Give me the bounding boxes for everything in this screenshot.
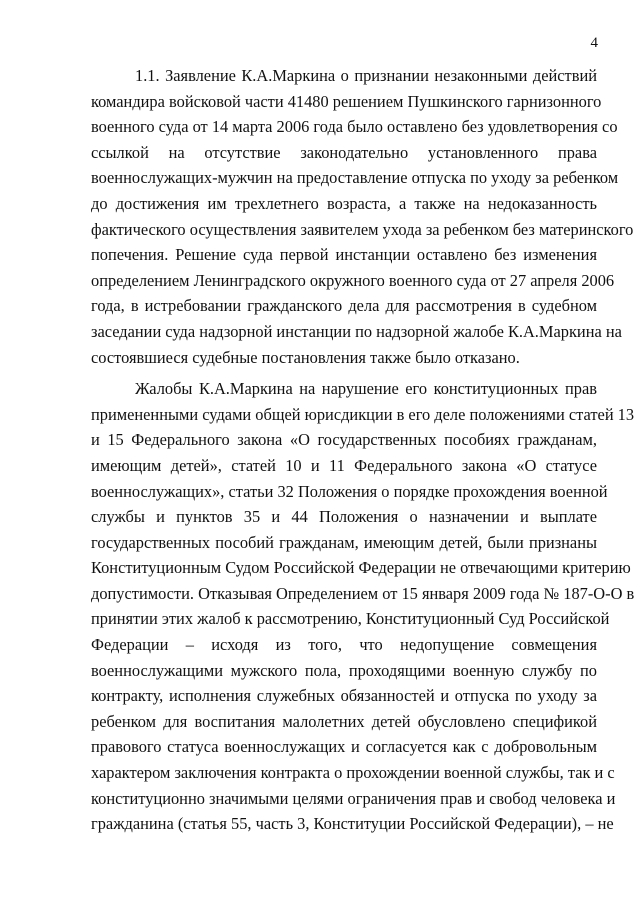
- text-line: конституционно значимыми целями ограничения прав и свобод человека и: [91, 788, 616, 808]
- text-line: до достижения им трехлетнего возраста, а также на недоказанность: [91, 193, 597, 213]
- text-line: попечения. Решение суда первой инстанции оставлено без изменения: [91, 245, 597, 265]
- text-line: и 15 Федерального закона «О государственных пособиях гражданам,: [91, 430, 597, 450]
- text-line: службы и пунктов 35 и 44 Положения о назначении и выплате: [91, 507, 597, 527]
- text-line: состоявшиеся судебные постановления также было отказано.: [91, 347, 520, 367]
- text-line: Жалобы К.А.Маркина на нарушение его конституционных прав: [135, 379, 597, 399]
- text-line: определением Ленинградского окружного военного суда от 27 апреля 2006: [91, 270, 615, 290]
- text-line: принятии этих жалоб к рассмотрению, Конституционный Суд Российской: [91, 609, 610, 629]
- text-line: ребенком для воспитания малолетних детей обусловлено спецификой: [91, 711, 597, 731]
- text-line: военнослужащими мужского пола, проходящими военную службу по: [91, 660, 597, 680]
- text-line: военнослужащих-мужчин на предоставление отпуска по уходу за ребенком: [91, 168, 619, 188]
- text-line: военного суда от 14 марта 2006 года было оставлено без удовлетворения со: [91, 117, 618, 137]
- text-line: имеющим детей», статей 10 и 11 Федерального закона «О статусе: [91, 455, 597, 475]
- paragraph-1-1: [91, 63, 634, 370]
- text-line: Федерации – исходя из того, что недопущение совмещения: [91, 635, 597, 655]
- page-number: 4: [590, 35, 598, 51]
- text-line: допустимости. Отказывая Определением от 15 января 2009 года № 187-О-О в: [91, 583, 635, 603]
- text-line: 1.1. Заявление К.А.Маркина о признании незаконными действий: [135, 66, 597, 85]
- text-line: Конституционным Судом Российской Федерации не отвечающими критерию: [91, 558, 631, 578]
- paragraph-complaints: [91, 376, 635, 837]
- text-line: примененными судами общей юрисдикции в его деле положениями статей 13: [91, 404, 635, 424]
- text-line: военнослужащих», статьи 32 Положения о порядке прохождения военной: [91, 481, 608, 501]
- text-line: характером заключения контракта о прохождении военной службы, так и с: [91, 763, 615, 783]
- text-line: контракту, исполнения служебных обязанностей и отпуска по уходу за: [91, 686, 597, 706]
- text-line: государственных пособий гражданам, имеющим детей, были признаны: [91, 532, 597, 552]
- document-body: [91, 63, 635, 843]
- text-line: года, в истребовании гражданского дела для рассмотрения в судебном: [91, 296, 597, 316]
- text-line: гражданина (статья 55, часть 3, Конституции Российской Федерации), – не: [91, 814, 614, 834]
- text-line: заседании суда надзорной инстанции по надзорной жалобе К.А.Маркина на: [91, 321, 622, 341]
- text-line: командира войсковой части 41480 решением Пушкинского гарнизонного: [91, 91, 602, 111]
- text-line: правового статуса военнослужащих и согласуется как с добровольным: [91, 737, 597, 757]
- text-line: фактического осуществления заявителем ухода за ребенком без материнского: [91, 219, 634, 239]
- text-line: ссылкой на отсутствие законодательно установленного права: [91, 142, 597, 162]
